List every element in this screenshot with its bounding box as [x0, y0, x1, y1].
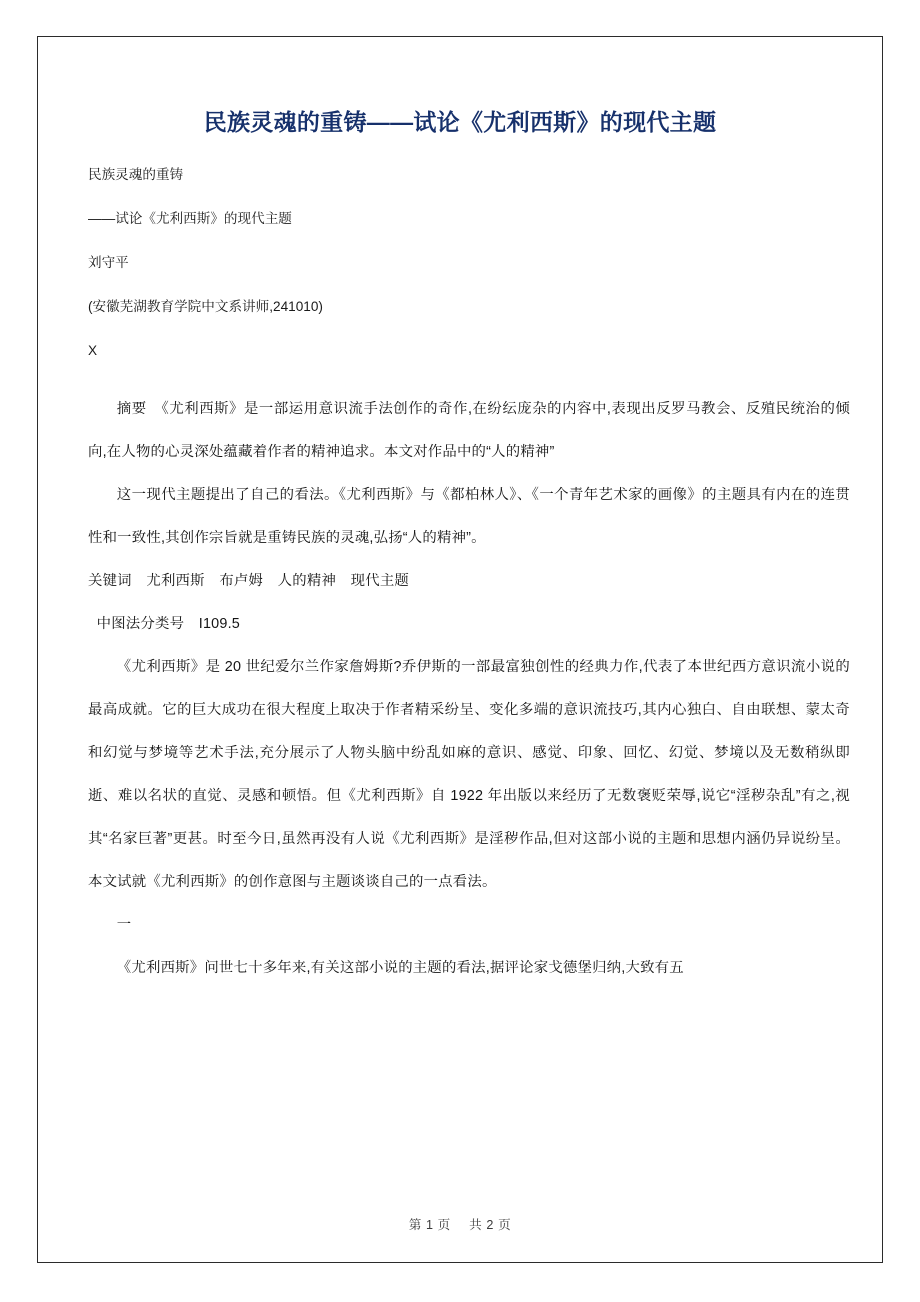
- section-number-one: 一: [116, 916, 132, 933]
- page-title: 民族灵魂的重铸——试论《尤利西斯》的现代主题: [203, 109, 717, 135]
- document-body: [64, 168, 856, 990]
- author-affiliation: (安徽芜湖教育学院中文系讲师,241010): [88, 298, 323, 314]
- footnote-marker: X: [88, 342, 98, 358]
- page-content: [37, 36, 883, 1263]
- page-footer: [37, 1214, 883, 1233]
- body-paragraph-2: 《尤利西斯》问世七十多年来,有关这部小说的主题的看法,据评论家戈德堡归纳,大致有五: [116, 959, 684, 976]
- abstract-part-two: 这一现代主题提出了自己的看法。《尤利西斯》与《都柏林人》、《一个青年艺术家的画像》的主题具有内在的连贯性和一致性,其创作宗旨就是重铸民族的灵魂,弘扬“人的精神”。: [88, 486, 850, 546]
- keywords-line: 关键词 尤利西斯 布卢姆 人的精神 现代主题: [88, 572, 409, 589]
- footer-current-page: 第 1 页: [408, 1218, 451, 1232]
- body-paragraph-1: 《尤利西斯》是 20 世纪爱尔兰作家詹姆斯?乔伊斯的一部最富独创性的经典力作,代表了本世纪西方意识流小说的最高成就。它的巨大成功在很大程度上取决于作者精采纷呈、变化多端的意识流技巧,其内心独白、自由联想、蒙太奇和幻觉与梦境等艺术手法,充分展示了人物头脑中纷乱如麻的意识、感觉、印象、回忆、幻觉、梦境以及无数稍纵即逝、难以名状的直觉、灵感和顿悟。但《尤利西斯》自 1922 年出版以来经历了无数褒贬荣辱,说它“淫秽杂乱”有之,视其“名家巨著”更甚。时至今日,虽然再没有人说《尤利西斯》是淫秽作品,但对这部小说的主题和思想内涵仍异说纷呈。本文试就《尤利西斯》的创作意图与主题谈谈自己的一点看法。: [88, 658, 850, 890]
- abstract-part-one: 摘要 《尤利西斯》是一部运用意识流手法创作的奇作,在纷纭庞杂的内容中,表现出反罗马教会、反殖民统治的倾向,在人物的心灵深处蕴藏着作者的精神追求。本文对作品中的“人的精神”: [88, 400, 850, 460]
- heading-line-2: ——试论《尤利西斯》的现代主题: [88, 210, 292, 226]
- clc-number-line: 中图法分类号 I109.5: [96, 615, 240, 632]
- footer-total-pages: 共 2 页: [469, 1218, 512, 1232]
- author-name: 刘守平: [88, 254, 129, 270]
- heading-line-1: 民族灵魂的重铸: [88, 166, 184, 182]
